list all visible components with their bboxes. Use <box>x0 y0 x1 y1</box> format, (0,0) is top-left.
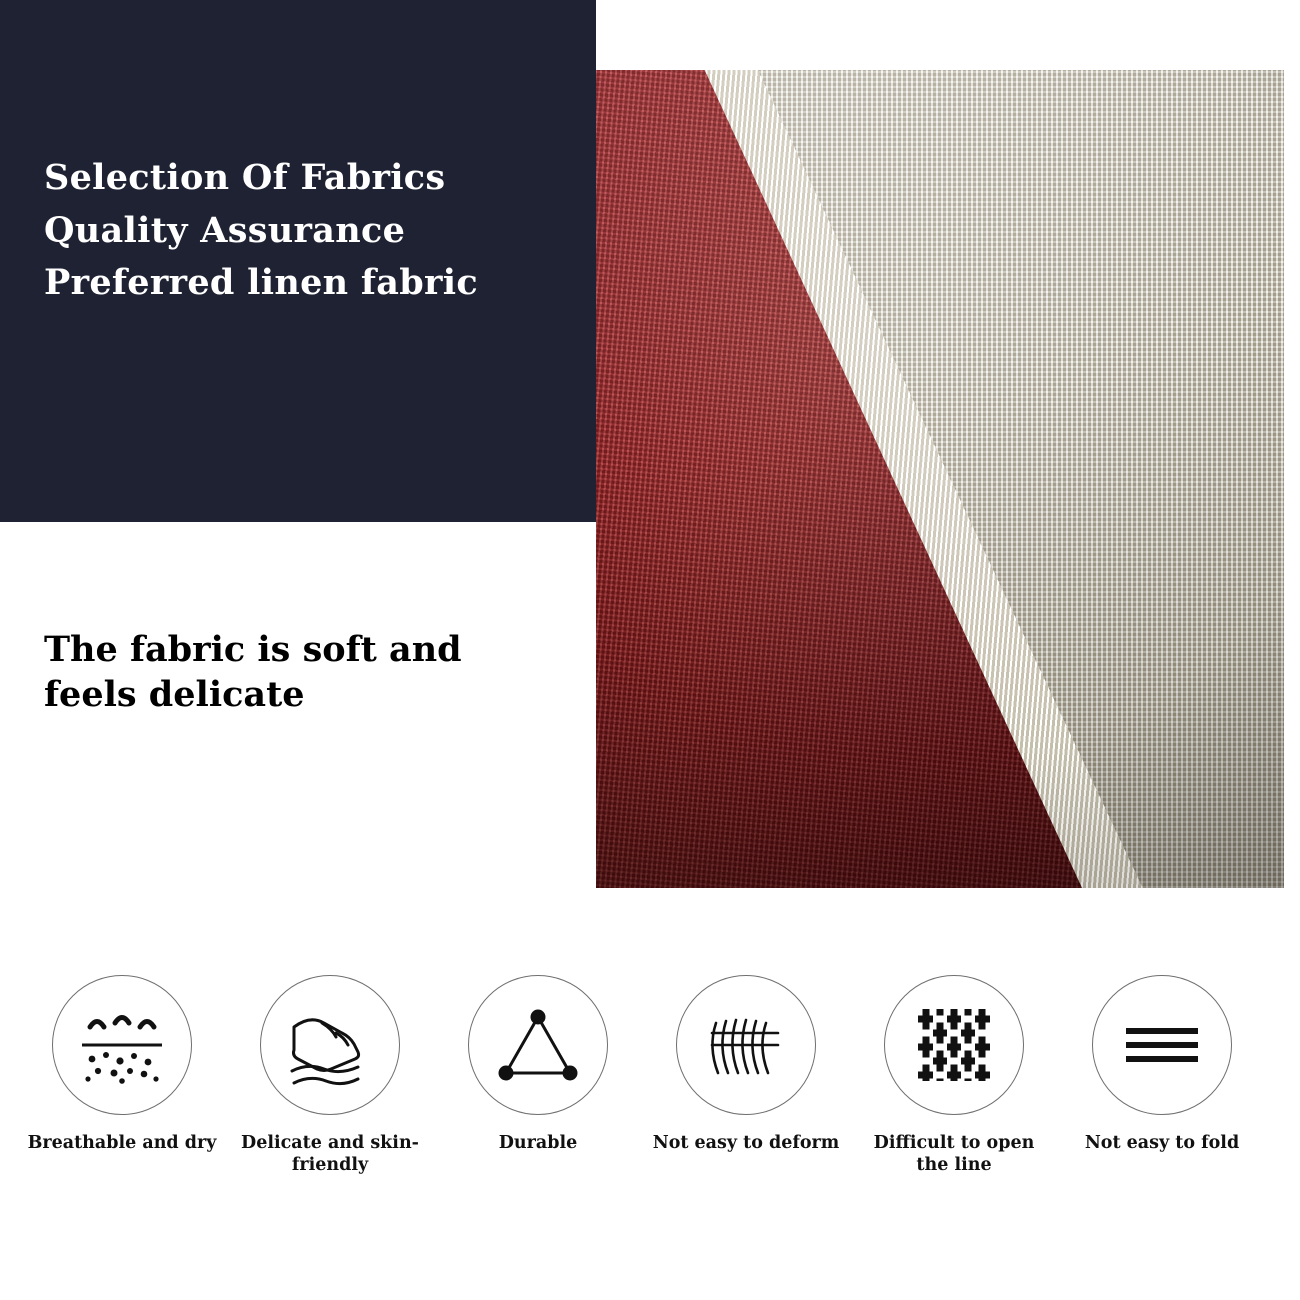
wavy-lines-icon <box>676 975 816 1115</box>
feature-label: Not easy to deform <box>652 1133 840 1153</box>
photo-vignette <box>596 70 1284 888</box>
hero-headline <box>44 152 478 310</box>
feature-not-easy-to-deform <box>642 975 850 1177</box>
breathable-dry-icon <box>52 975 192 1115</box>
triangle-durable-icon <box>468 975 608 1115</box>
woven-weave-icon <box>884 975 1024 1115</box>
hero-headline-line-2: Quality Assurance <box>44 209 406 251</box>
hand-touch-icon <box>260 975 400 1115</box>
fabric-photo <box>596 70 1284 888</box>
feature-not-easy-to-fold <box>1058 975 1266 1177</box>
hero-panel <box>0 0 596 522</box>
stacked-lines-icon <box>1092 975 1232 1115</box>
feature-label: Delicate and skin-friendly <box>241 1133 419 1175</box>
feature-label: Durable <box>498 1133 578 1153</box>
feature-label: Breathable and dry <box>27 1133 217 1153</box>
feature-breathable-and-dry <box>18 975 226 1177</box>
feature-delicate-and-skin-friendly <box>226 975 434 1177</box>
feature-row <box>0 975 1300 1177</box>
feature-label: Not easy to fold <box>1084 1133 1240 1153</box>
hero-headline-line-1: Selection Of Fabrics <box>44 157 446 198</box>
feature-durable <box>434 975 642 1177</box>
feature-difficult-to-open-the-line <box>850 975 1058 1177</box>
hero-headline-line-3: Preferred linen fabric <box>44 262 478 303</box>
feature-label: Difficult to open the line <box>873 1133 1035 1175</box>
subheading: The fabric is soft and feels delicate <box>44 629 462 715</box>
